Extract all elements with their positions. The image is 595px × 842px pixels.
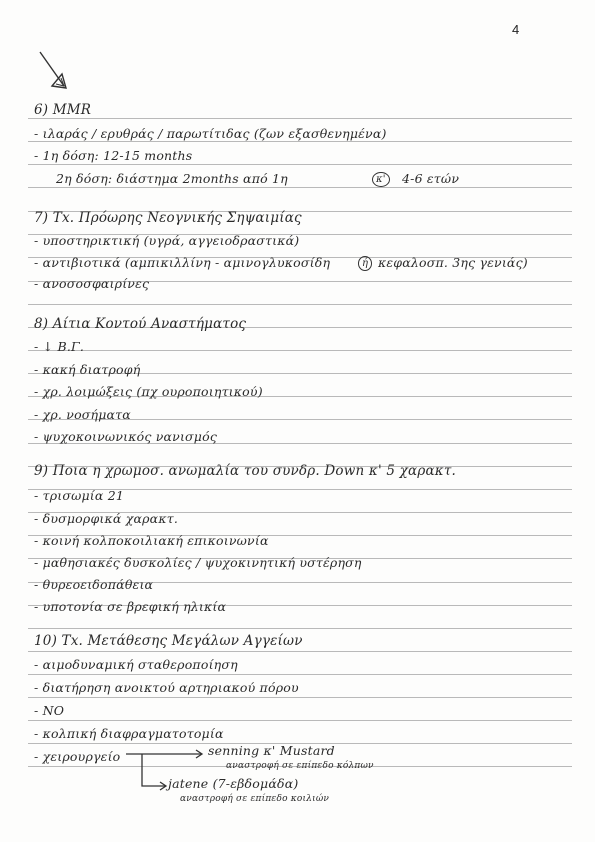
arrow-down-icon — [34, 48, 74, 96]
note-line: - θυρεοειδοπάθεια — [34, 577, 154, 592]
note-line: jatene (7-εβδομάδα) — [168, 776, 299, 791]
note-line: - NO — [34, 703, 65, 718]
rule-line — [28, 141, 572, 142]
section-heading: 9) Ποια η χρωμοσ. ανωμαλία του συνδρ. Down κ' 5 χαρακτ. — [34, 463, 456, 479]
circled-note: ή — [358, 256, 372, 271]
rule-line — [28, 628, 572, 629]
page-number: 4 — [512, 22, 520, 37]
rule-line — [28, 720, 572, 721]
rule-line — [28, 651, 572, 652]
note-line: - χρ. νοσήματα — [34, 407, 131, 422]
note-line: senning κ' Mustard — [208, 743, 335, 758]
rule-line — [28, 350, 572, 351]
note-subline: αναστροφή σε επίπεδο κοιλιών — [180, 794, 330, 804]
note-line: - κολπική διαφραγματοτομία — [34, 726, 224, 741]
section-heading: 8) Αίτια Κοντού Αναστήματος — [34, 316, 247, 332]
rule-line — [28, 304, 572, 305]
note-line: - χρ. λοιμώξεις (πχ ουροποιητικού) — [34, 384, 263, 399]
note-line: - υποτονία σε βρεφική ηλικία — [34, 599, 227, 614]
note-line: - αιμοδυναμική σταθεροποίηση — [34, 657, 238, 672]
note-line: - ↓ Β.Γ. — [34, 339, 85, 354]
note-line: - διατήρηση ανοικτού αρτηριακού πόρου — [34, 680, 299, 695]
note-line: - ιλαράς / ερυθράς / παρωτίτιδας (ζων εξασθενημένα) — [34, 126, 387, 141]
circled-note: κ' — [372, 172, 390, 187]
rule-line — [28, 118, 572, 119]
rule-line — [28, 674, 572, 675]
rule-line — [28, 187, 572, 188]
note-line: 4-6 ετών — [402, 171, 460, 186]
note-line: - ανοσοσφαιρίνες — [34, 276, 150, 291]
rule-line — [28, 697, 572, 698]
section-heading: 7) Tx. Πρόωρης Νεογνικής Σηψαιμίας — [34, 210, 302, 226]
note-line: - ψυχοκοινωνικός νανισμός — [34, 429, 218, 444]
note-line: - κοινή κολποκοιλιακή επικοινωνία — [34, 533, 269, 548]
note-line: - δυσμορφικά χαρακτ. — [34, 511, 179, 526]
note-line: - 1η δόση: 12-15 months — [34, 148, 193, 163]
note-line: - τρισωμία 21 — [34, 488, 125, 503]
note-line: 2η δόση: διάστημα 2months από 1η — [56, 171, 288, 186]
note-line: - αντιβιοτικά (αμπικιλλίνη - αμινογλυκοσίδη — [34, 255, 331, 270]
note-line: - υποστηρικτική (υγρά, αγγειοδραστικά) — [34, 233, 300, 248]
note-line: - μαθησιακές δυσκολίες / ψυχοκινητική υστέρηση — [34, 555, 362, 570]
section-heading: 10) Tx. Μετάθεσης Μεγάλων Αγγείων — [34, 633, 303, 649]
note-line: - χειρουργείο — [34, 749, 121, 764]
section-heading: 6) MMR — [34, 102, 92, 118]
note-line: κεφαλοσπ. 3ης γενιάς) — [378, 255, 528, 270]
note-line: - κακή διατροφή — [34, 362, 141, 377]
note-subline: αναστροφή σε επίπεδο κόλπων — [226, 761, 374, 771]
rule-line — [28, 164, 572, 165]
